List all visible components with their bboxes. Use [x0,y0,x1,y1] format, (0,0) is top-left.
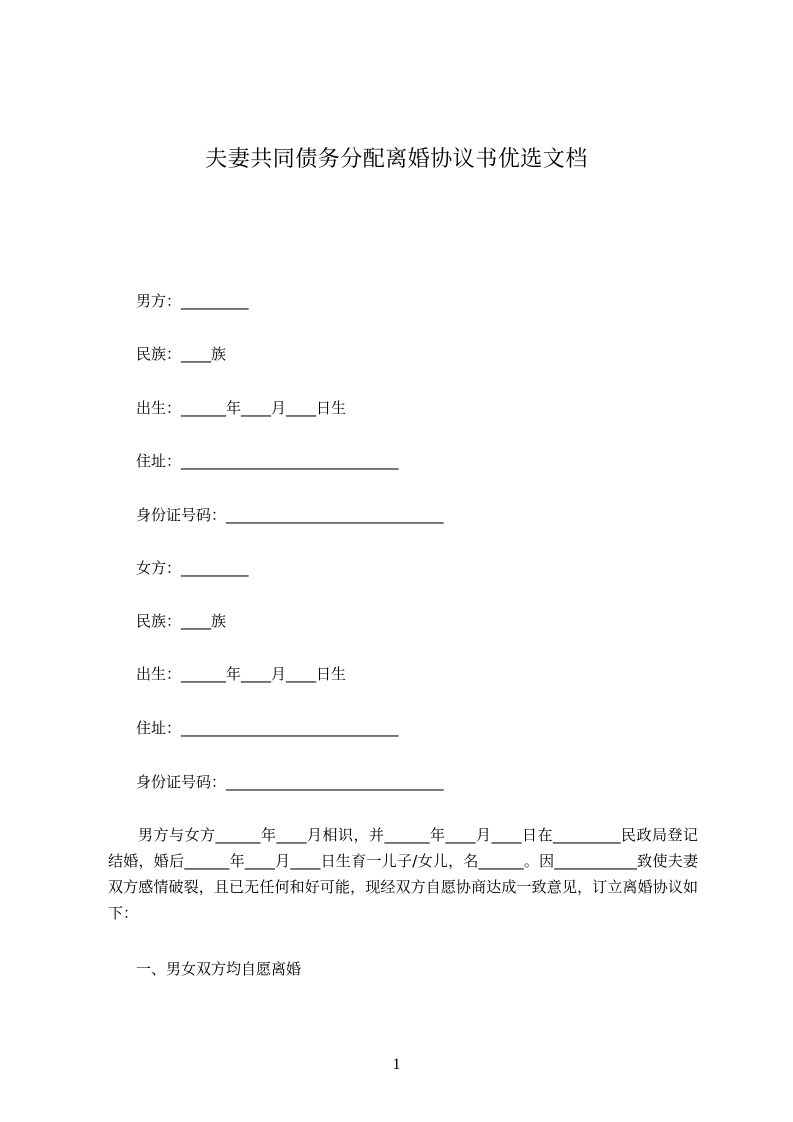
female-ethnicity-field: 民族：____族 [136,612,227,630]
male-id-field: 身份证号码：_____________________________ [136,506,444,524]
intro-paragraph: 男方与女方______年____月相识，并______年____月____日在_________民政局登记结婚，婚后______年____月____日生育一儿子/女儿，名______。因___________致使夫妻双方感情破裂，且已无任何和好可能，现经双方自愿协商达成一致意见，订立离婚协议如下： [108,826,698,922]
male-ethnicity-field: 民族：____族 [136,345,227,363]
male-birth-field: 出生：______年____月____日生 [136,399,347,417]
male-name-field: 男方：_________ [136,292,249,310]
document-title: 夫妻共同债务分配离婚协议书优选文档 [205,147,588,172]
female-name-field: 女方：_________ [136,559,249,577]
male-address-field: 住址：_____________________________ [136,452,399,470]
female-id-field: 身份证号码：_____________________________ [136,773,444,791]
female-birth-field: 出生：______年____月____日生 [136,665,347,683]
section-heading-1: 一、男女双方均自愿离婚 [136,960,302,978]
page-number: 1 [392,1056,401,1073]
female-address-field: 住址：_____________________________ [136,719,399,737]
